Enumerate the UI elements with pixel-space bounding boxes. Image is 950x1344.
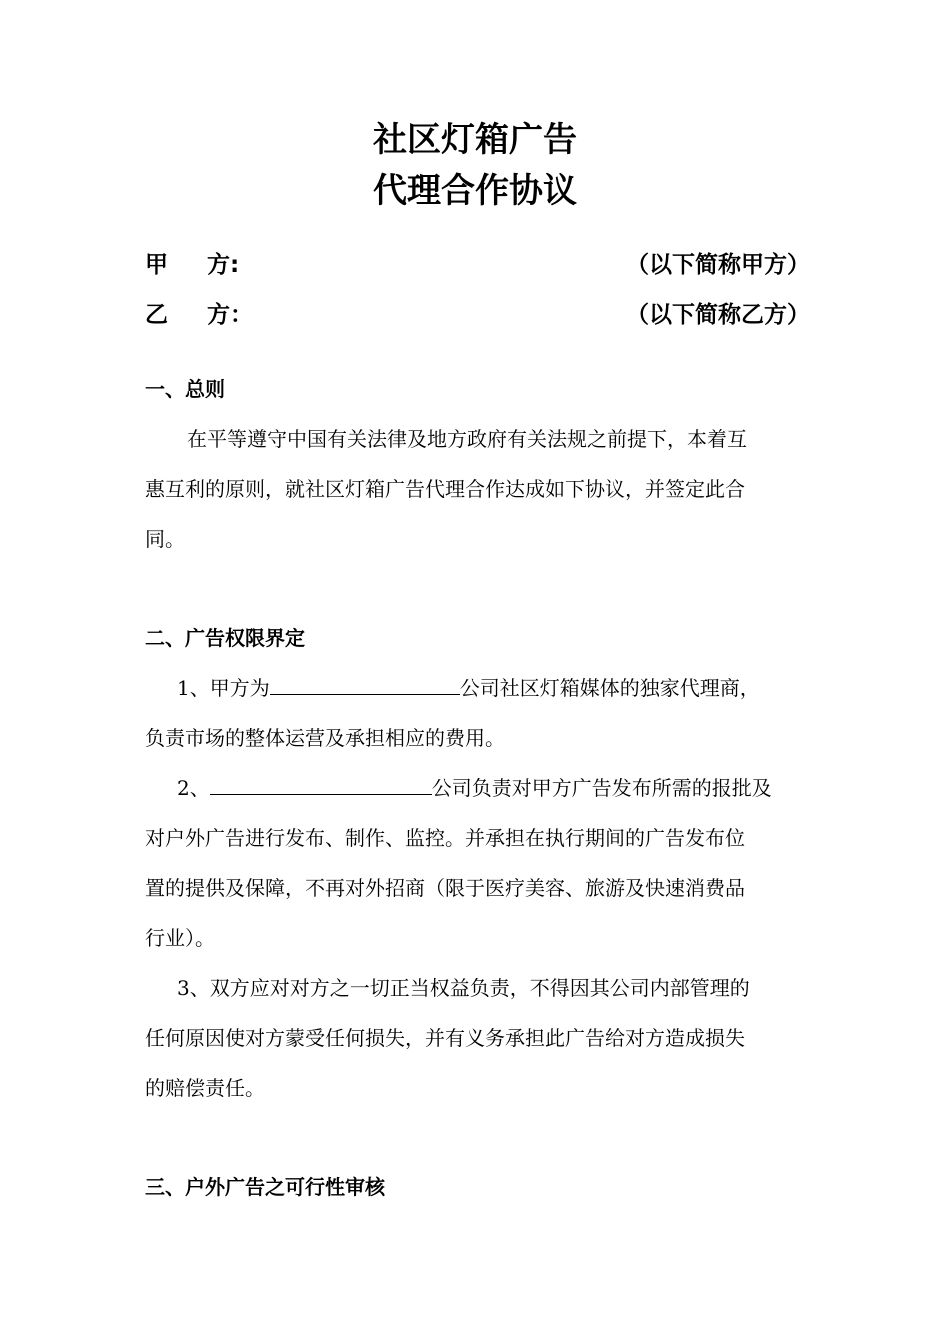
party-b-char-1: 乙: [145, 302, 168, 328]
paragraph-line: 在平等遵守中国有关法律及地方政府有关法规之前提下，本着互: [187, 427, 747, 451]
party-b-row: [145, 298, 810, 332]
section-2-item-1: [145, 663, 810, 763]
section-2-item-2: [145, 763, 810, 963]
document-title-line-2: 代理合作协议: [373, 171, 577, 211]
paragraph-line: [145, 763, 810, 813]
party-a-char-1: 甲: [145, 252, 168, 278]
paragraph-line: 置的提供及保障，不再对外招商（限于医疗美容、旅游及快速消费品: [145, 876, 745, 900]
party-b-char-2: 方：: [207, 302, 253, 328]
item-2-suffix: 公司负责对甲方广告发布所需的报批及: [431, 776, 772, 800]
section-1-heading: 一、总则: [145, 377, 225, 401]
paragraph-line: 行业）。: [145, 926, 215, 950]
section-2-heading: 二、广告权限界定: [145, 626, 305, 650]
paragraph-line: 负责市场的整体运营及承担相应的费用。: [145, 726, 505, 750]
company-name-blank[interactable]: [210, 772, 432, 795]
section-3-heading: 三、户外广告之可行性审核: [145, 1175, 385, 1199]
party-a-char-2: 方:: [207, 252, 240, 278]
paragraph-line: [145, 663, 810, 713]
section-1-paragraph: [145, 414, 810, 564]
paragraph-line: 惠互利的原则，就社区灯箱广告代理合作达成如下协议，并签定此合: [145, 477, 745, 501]
item-1-prefix: 1、甲方为: [177, 676, 270, 700]
company-name-blank[interactable]: [270, 672, 460, 695]
party-b-note: （以下简称乙方）: [626, 302, 810, 328]
paragraph-line: 对户外广告进行发布、制作、监控。并承担在执行期间的广告发布位: [145, 826, 745, 850]
item-1-suffix: 公司社区灯箱媒体的独家代理商，: [459, 676, 760, 700]
party-b-label: [145, 298, 253, 332]
paragraph-line: 同。: [145, 527, 185, 551]
paragraph-line: 任何原因使对方蒙受任何损失，并有义务承担此广告给对方造成损失: [145, 1026, 745, 1050]
document-title-line-1: 社区灯箱广告: [373, 120, 577, 160]
section-2-item-3: [145, 963, 810, 1113]
party-a-note: （以下简称甲方）: [626, 252, 810, 278]
paragraph-line: 的赔偿责任。: [145, 1076, 265, 1100]
party-a-label: [145, 248, 240, 282]
paragraph-line: 3、双方应对对方之一切正当权益负责，不得因其公司内部管理的: [177, 976, 750, 1000]
party-a-row: [145, 248, 810, 282]
item-2-prefix: 2、: [177, 776, 210, 800]
